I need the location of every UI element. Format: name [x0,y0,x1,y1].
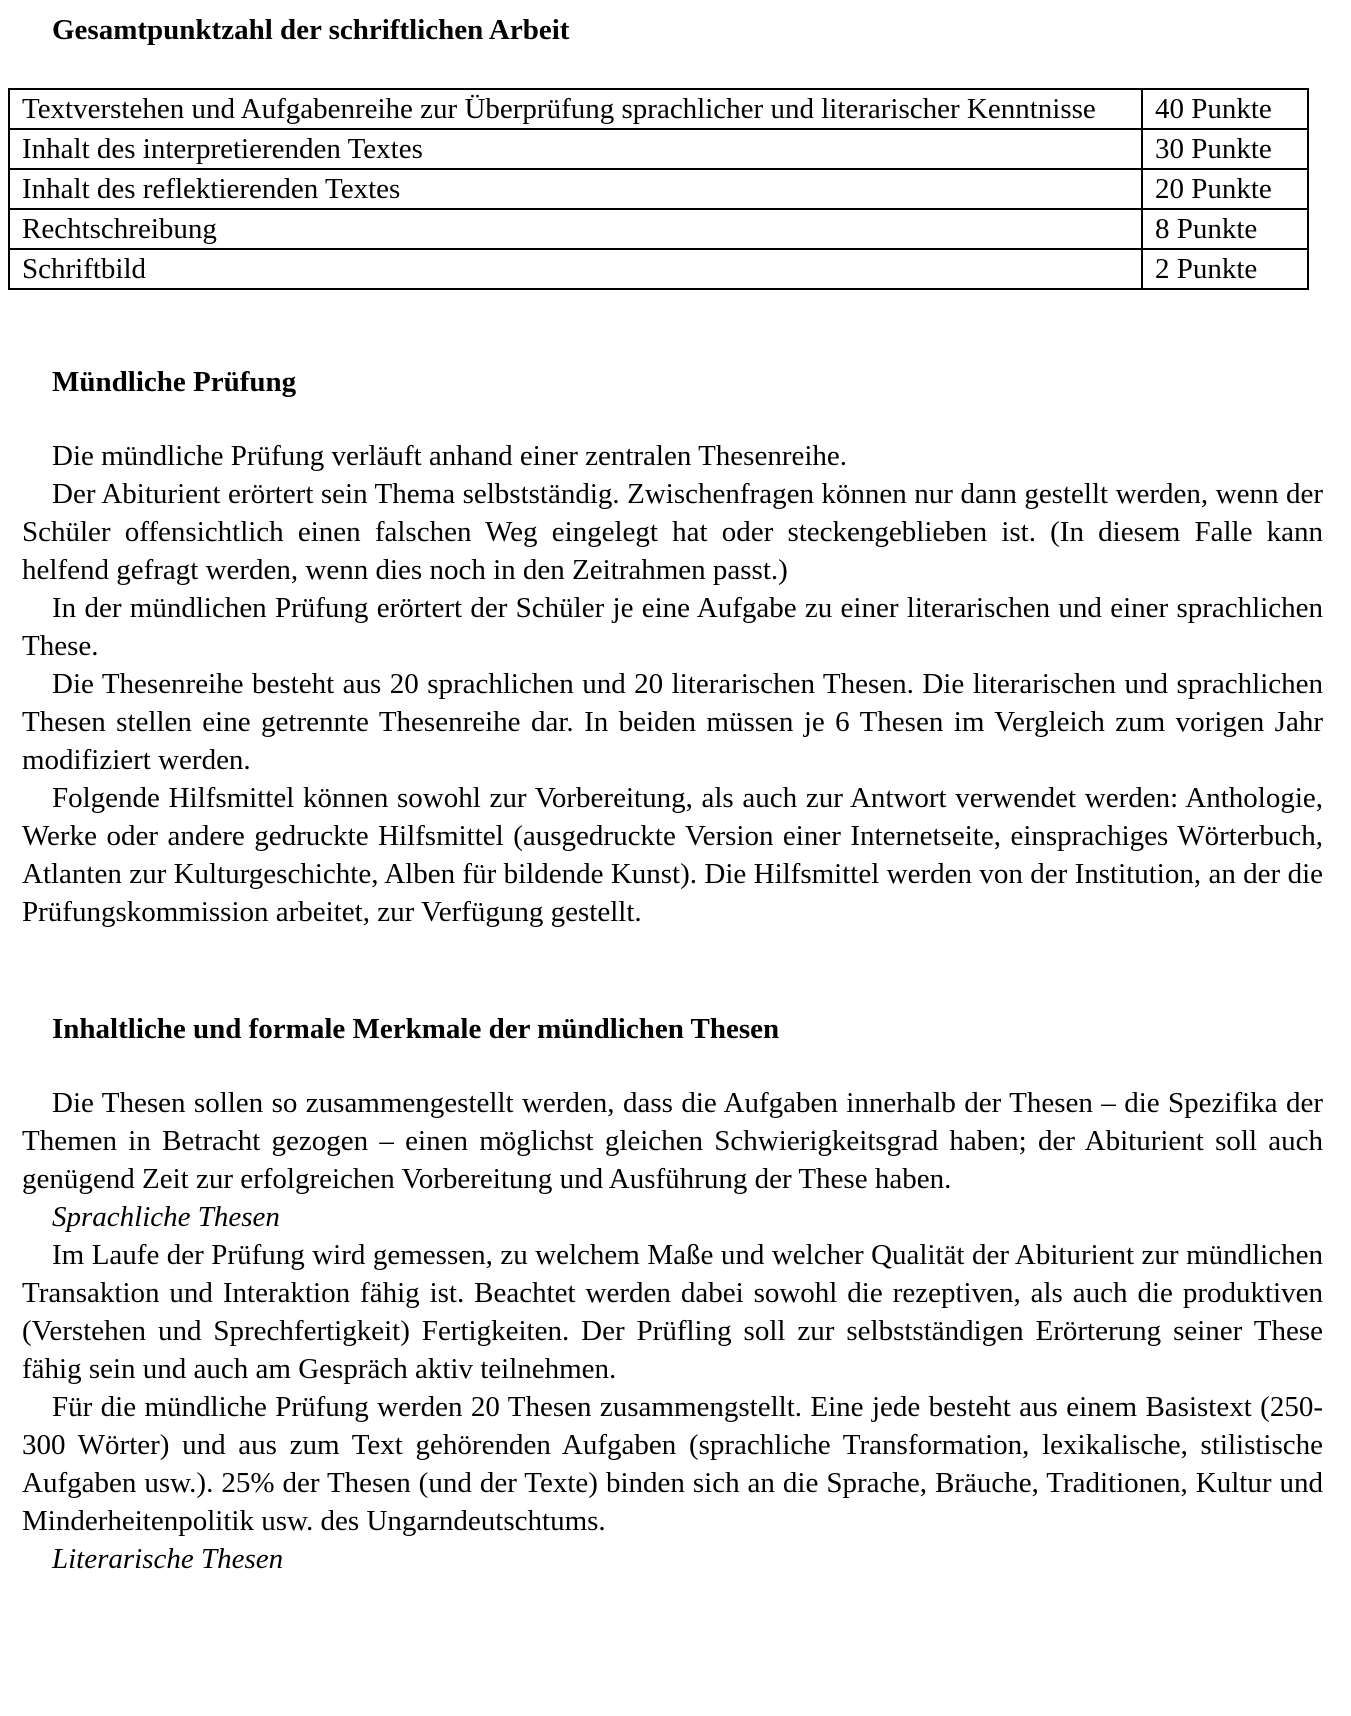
heading-oral-exam: Mündliche Prüfung [52,366,297,398]
score-item: Schriftbild [9,249,1142,289]
score-points: 8 Punkte [1142,209,1308,249]
score-item: Rechtschreibung [9,209,1142,249]
table-row [9,249,1308,289]
paragraph: In der mündlichen Prüfung erörtert der Schüler je eine Aufgabe zu einer literarischen und einer sprachlichen These. [22,592,1323,662]
score-item: Textverstehen und Aufgabenreihe zur Überprüfung sprachlicher und literarischer Kenntnisse [9,89,1142,129]
paragraph: Der Abiturient erörtert sein Thema selbstständig. Zwischenfragen können nur dann gestellt werden, wenn der Schüler offensichtlich einen falschen Weg eingelegt hat oder steckengeblieben ist. (In diesem Falle kann helfend gefragt werden, wenn dies noch in den Zeitrahmen passt.) [22,478,1323,586]
table-row [9,169,1308,209]
paragraph: Die Thesen sollen so zusammengestellt werden, dass die Aufgaben innerhalb der Thesen – die Spezifika der Themen in Betracht gezogen – einen möglichst gleichen Schwierigkeitsgrad haben; der Abiturient soll auch genügend Zeit zur erfolgreichen Vorbereitung und Ausführung der These haben. [22,1087,1323,1195]
paragraph: Für die mündliche Prüfung werden 20 Thesen zusammengstellt. Eine jede besteht aus einem Basistext (250-300 Wörter) und aus zum Text gehörenden Aufgaben (sprachliche Transformation, lexikalische, stilistische Aufgaben usw.). 25% der Thesen (und der Texte) binden sich an die Sprache, Bräuche, Traditionen, Kultur und Minderheitenpolitik usw. des Ungarndeutschtums. [22,1391,1323,1537]
score-table [8,88,1309,290]
table-row [9,209,1308,249]
subheading-language-theses: Sprachliche Thesen [52,1201,280,1233]
heading-written-total: Gesamtpunktzahl der schriftlichen Arbeit [52,14,570,46]
paragraph: Die mündliche Prüfung verläuft anhand einer zentralen Thesenreihe. [52,440,848,472]
oral-features-section [22,1084,1323,1578]
score-points: 2 Punkte [1142,249,1308,289]
score-item: Inhalt des interpretierenden Textes [9,129,1142,169]
score-points: 20 Punkte [1142,169,1308,209]
paragraph: Folgende Hilfsmittel können sowohl zur Vorbereitung, als auch zur Antwort verwendet werden: Anthologie, Werke oder andere gedruckte Hilfsmittel (ausgedruckte Version einer Internetseite, einsprachiges Wörterbuch, Atlanten zur Kulturgeschichte, Alben für bildende Kunst). Die Hilfsmittel werden von der Institution, an der die Prüfungskommission arbeitet, zur Verfügung gestellt. [22,782,1323,928]
paragraph: Im Laufe der Prüfung wird gemessen, zu welchem Maße und welcher Qualität der Abiturient zur mündlichen Transaktion und Interaktion fähig ist. Beachtet werden dabei sowohl die rezeptiven, als auch die produktiven (Verstehen und Sprechfertigkeit) Fertigkeiten. Der Prüfling soll zur selbstständigen Erörterung seiner These fähig sein und auch am Gespräch aktiv teilnehmen. [22,1239,1323,1385]
score-points: 40 Punkte [1142,89,1308,129]
table-row [9,89,1308,129]
table-row [9,129,1308,169]
subheading-literary-theses: Literarische Thesen [52,1543,284,1575]
oral-exam-section [22,437,1323,931]
heading-oral-features: Inhaltliche und formale Merkmale der mündlichen Thesen [52,1013,780,1045]
paragraph: Die Thesenreihe besteht aus 20 sprachlichen und 20 literarischen Thesen. Die literarischen und sprachlichen Thesen stellen eine getrennte Thesenreihe dar. In beiden müssen je 6 Thesen im Vergleich zum vorigen Jahr modifiziert werden. [22,668,1323,776]
score-item: Inhalt des reflektierenden Textes [9,169,1142,209]
score-points: 30 Punkte [1142,129,1308,169]
